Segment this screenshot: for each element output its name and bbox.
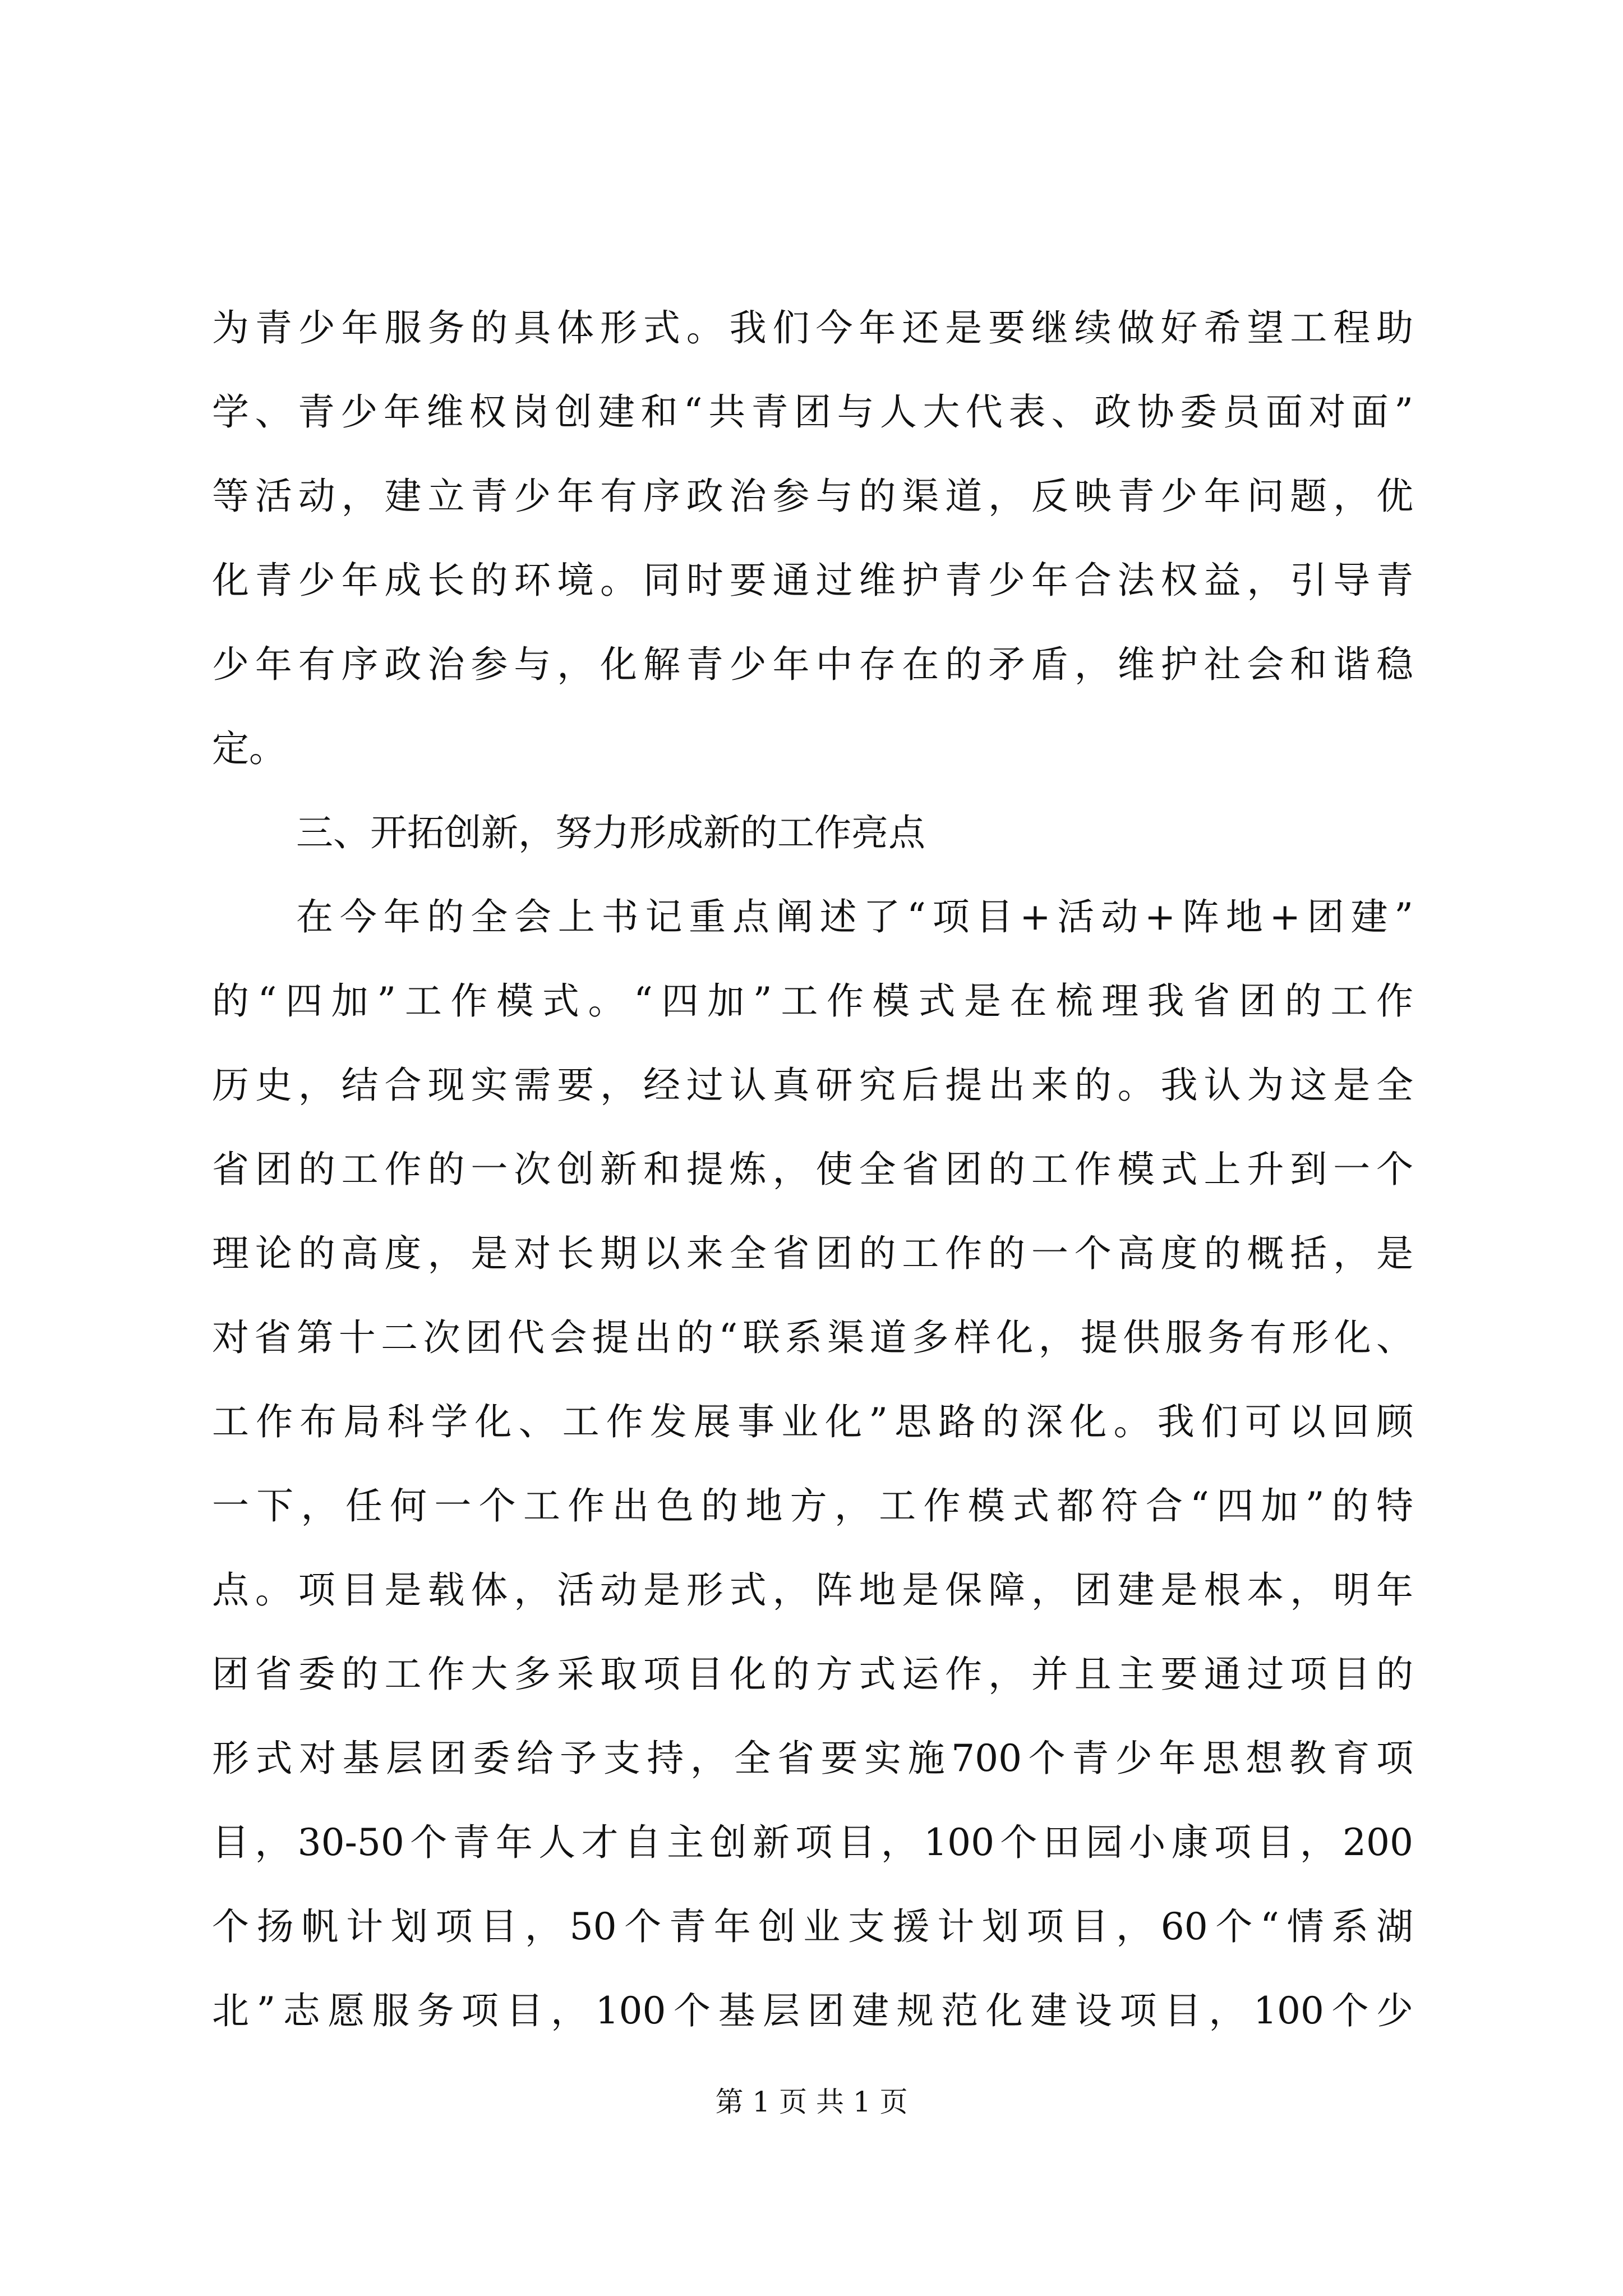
text-line: 化青少年成长的环境。同时要通过维护青少年合法权益，引导青 xyxy=(212,559,1413,602)
page-number-label: 第 1 页 共 1 页 xyxy=(715,2086,908,2118)
text-line: 对省第十二次团代会提出的“联系渠道多样化，提供服务有形化、 xyxy=(212,1316,1413,1359)
text-line: 团省委的工作大多采取项目化的方式运作，并且主要通过项目的 xyxy=(212,1653,1413,1696)
text-line: 等活动，建立青少年有序政治参与的渠道，反映青少年问题，优 xyxy=(212,475,1413,518)
text-line: 为青少年服务的具体形式。我们今年还是要继续做好希望工程助 xyxy=(212,306,1413,349)
text-line: 形式对基层团委给予支持，全省要实施700个青少年思想教育项 xyxy=(212,1737,1413,1780)
section-heading: 三、开拓创新，努力形成新的工作亮点 xyxy=(296,811,925,854)
text-line: 个扬帆计划项目，50个青年创业支援计划项目，60个“情系湖 xyxy=(212,1905,1413,1948)
text-line: 一下，任何一个工作出色的地方，工作模式都符合“四加”的特 xyxy=(212,1484,1413,1527)
text-line: 学、青少年维权岗创建和“共青团与人大代表、政协委员面对面” xyxy=(212,390,1413,434)
page-footer xyxy=(0,2082,1623,2122)
paragraph-first-line: 在今年的全会上书记重点阐述了“项目+活动+阵地+团建” xyxy=(296,895,1413,938)
text-line: 少年有序政治参与，化解青少年中存在的矛盾，维护社会和谐稳 xyxy=(212,643,1413,686)
text-line: 定。 xyxy=(212,727,286,770)
text-line: 的“四加”工作模式。“四加”工作模式是在梳理我省团的工作 xyxy=(212,979,1413,1023)
text-line: 点。项目是载体，活动是形式，阵地是保障，团建是根本，明年 xyxy=(212,1568,1413,1612)
text-line: 目，30-50个青年人才自主创新项目，100个田园小康项目，200 xyxy=(212,1821,1413,1864)
text-line: 北”志愿服务项目，100个基层团建规范化建设项目，100个少 xyxy=(212,1989,1413,2032)
text-line: 理论的高度，是对长期以来全省团的工作的一个高度的概括，是 xyxy=(212,1232,1413,1275)
text-line: 省团的工作的一次创新和提炼，使全省团的工作模式上升到一个 xyxy=(212,1148,1413,1191)
text-line: 工作布局科学化、工作发展事业化”思路的深化。我们可以回顾 xyxy=(212,1400,1413,1443)
text-line: 历史，结合现实需要，经过认真研究后提出来的。我认为这是全 xyxy=(212,1064,1413,1107)
